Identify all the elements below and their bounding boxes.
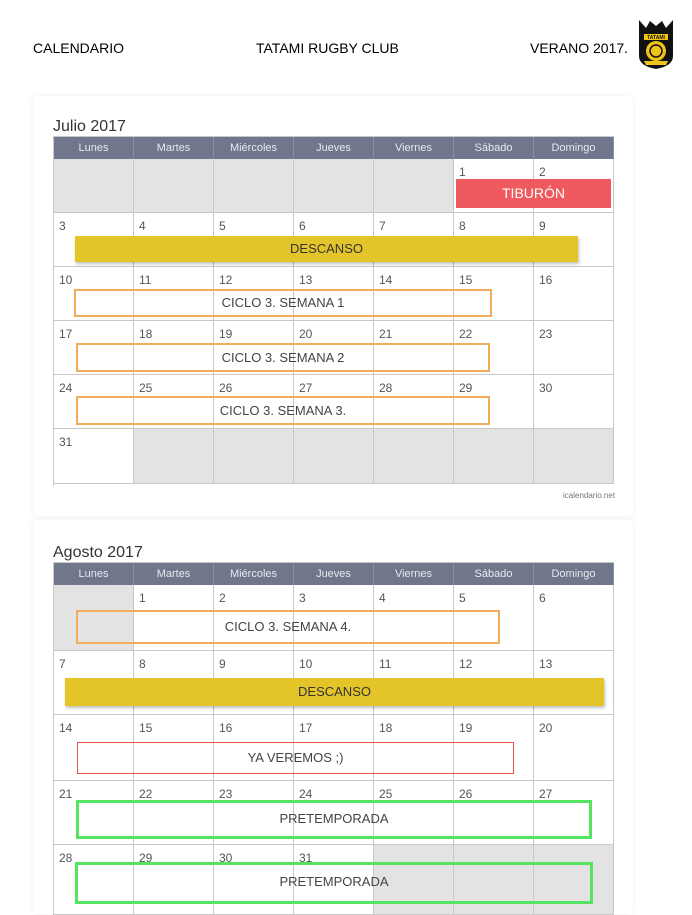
day-number: 4 (379, 591, 386, 605)
day-cell[interactable] (134, 159, 214, 213)
day-number: 7 (59, 657, 66, 671)
day-cell[interactable] (214, 429, 294, 484)
day-number: 11 (379, 657, 392, 671)
day-cell[interactable] (534, 267, 614, 321)
day-number: 23 (219, 787, 233, 801)
day-cell[interactable] (374, 429, 454, 484)
day-number: 21 (379, 327, 393, 341)
event-ciclo3-semana2: CICLO 3. SEMANA 2 (76, 343, 490, 372)
day-number: 19 (459, 721, 473, 735)
day-number: 16 (219, 721, 233, 735)
header-season: VERANO 2017. (530, 40, 629, 56)
day-number: 26 (219, 381, 233, 395)
event-descanso-july: DESCANSO (75, 236, 578, 262)
day-number: 30 (219, 851, 233, 865)
day-cell[interactable] (54, 159, 134, 213)
weekday-header: Viernes (374, 563, 454, 585)
day-number: 5 (459, 591, 466, 605)
day-number: 27 (299, 381, 313, 395)
day-number: 5 (219, 219, 226, 233)
weekday-header: Viernes (374, 137, 454, 159)
day-number: 22 (139, 787, 153, 801)
day-cell[interactable] (534, 585, 614, 651)
day-number: 12 (459, 657, 473, 671)
day-number: 29 (139, 851, 153, 865)
day-number: 18 (139, 327, 153, 341)
day-number: 10 (59, 273, 73, 287)
day-number: 20 (539, 721, 553, 735)
day-number: 21 (59, 787, 73, 801)
day-number: 14 (379, 273, 393, 287)
weekday-header: Martes (134, 137, 214, 159)
weekday-header: Jueves (294, 137, 374, 159)
event-ciclo3-semana4: CICLO 3. SEMANA 4. (76, 610, 500, 644)
weekday-header: Martes (134, 563, 214, 585)
day-cell[interactable] (534, 321, 614, 375)
day-number: 2 (219, 591, 226, 605)
day-number: 28 (59, 851, 73, 865)
day-cell[interactable] (134, 429, 214, 484)
header-calendario: CALENDARIO (33, 40, 125, 56)
day-number: 19 (219, 327, 233, 341)
day-cell[interactable] (54, 429, 134, 484)
event-ciclo3-semana1: CICLO 3. SEMANA 1 (74, 289, 492, 317)
day-number: 29 (459, 381, 473, 395)
calendar-credit: icalendario.net (563, 491, 616, 500)
day-number: 24 (59, 381, 73, 395)
day-number: 25 (139, 381, 153, 395)
day-number: 6 (299, 219, 306, 233)
day-number: 26 (459, 787, 473, 801)
day-number: 11 (139, 273, 152, 287)
day-number: 22 (459, 327, 473, 341)
weekday-header: Domingo (534, 137, 614, 159)
day-number: 17 (299, 721, 313, 735)
day-number: 18 (379, 721, 393, 735)
day-number: 27 (539, 787, 553, 801)
day-number: 24 (299, 787, 313, 801)
day-number: 4 (139, 219, 146, 233)
event-ciclo3-semana3: CICLO 3. SEMANA 3. (76, 396, 490, 425)
weekday-header: Lunes (54, 563, 134, 585)
event-pretemporada-1: PRETEMPORADA (76, 800, 592, 839)
day-number: 14 (59, 721, 73, 735)
header-club-name: TATAMI RUGBY CLUB (256, 40, 399, 56)
day-cell[interactable] (454, 429, 534, 484)
weekday-header: Jueves (294, 563, 374, 585)
event-descanso-august: DESCANSO (65, 678, 604, 706)
day-cell[interactable] (294, 429, 374, 484)
july-month-title: Julio 2017 (53, 118, 126, 135)
day-cell[interactable] (534, 375, 614, 429)
day-number: 20 (299, 327, 313, 341)
day-number: 3 (59, 219, 66, 233)
event-tiburon: TIBURÓN (456, 179, 611, 208)
day-number: 9 (539, 219, 546, 233)
day-number: 23 (539, 327, 553, 341)
weekday-header: Domingo (534, 563, 614, 585)
day-cell[interactable] (534, 429, 614, 484)
day-cell[interactable] (294, 159, 374, 213)
day-number: 16 (539, 273, 553, 287)
day-number: 2 (539, 165, 546, 179)
day-number: 15 (459, 273, 473, 287)
day-number: 15 (139, 721, 153, 735)
day-number: 8 (459, 219, 466, 233)
svg-text:TATAMI: TATAMI (647, 35, 665, 41)
day-cell[interactable] (214, 159, 294, 213)
club-crest-icon (636, 16, 676, 70)
event-pretemporada-2: PRETEMPORADA (75, 862, 593, 904)
day-number: 31 (59, 435, 73, 449)
day-number: 1 (459, 165, 466, 179)
weekday-header: Miércoles (214, 563, 294, 585)
day-number: 7 (379, 219, 386, 233)
day-number: 1 (139, 591, 146, 605)
day-number: 8 (139, 657, 146, 671)
day-cell[interactable] (374, 159, 454, 213)
day-number: 10 (299, 657, 313, 671)
day-number: 6 (539, 591, 546, 605)
day-number: 17 (59, 327, 73, 341)
event-ya-veremos: YA VEREMOS ;) (77, 742, 514, 774)
weekday-header: Sábado (454, 137, 534, 159)
day-number: 30 (539, 381, 553, 395)
day-number: 13 (539, 657, 553, 671)
weekday-header: Lunes (54, 137, 134, 159)
weekday-header: Sábado (454, 563, 534, 585)
day-number: 28 (379, 381, 393, 395)
weekday-header: Miércoles (214, 137, 294, 159)
day-cell[interactable] (534, 715, 614, 781)
day-number: 25 (379, 787, 393, 801)
day-number: 3 (299, 591, 306, 605)
day-number: 31 (299, 851, 313, 865)
day-number: 9 (219, 657, 226, 671)
august-month-title: Agosto 2017 (53, 544, 143, 561)
day-number: 12 (219, 273, 233, 287)
day-number: 13 (299, 273, 313, 287)
